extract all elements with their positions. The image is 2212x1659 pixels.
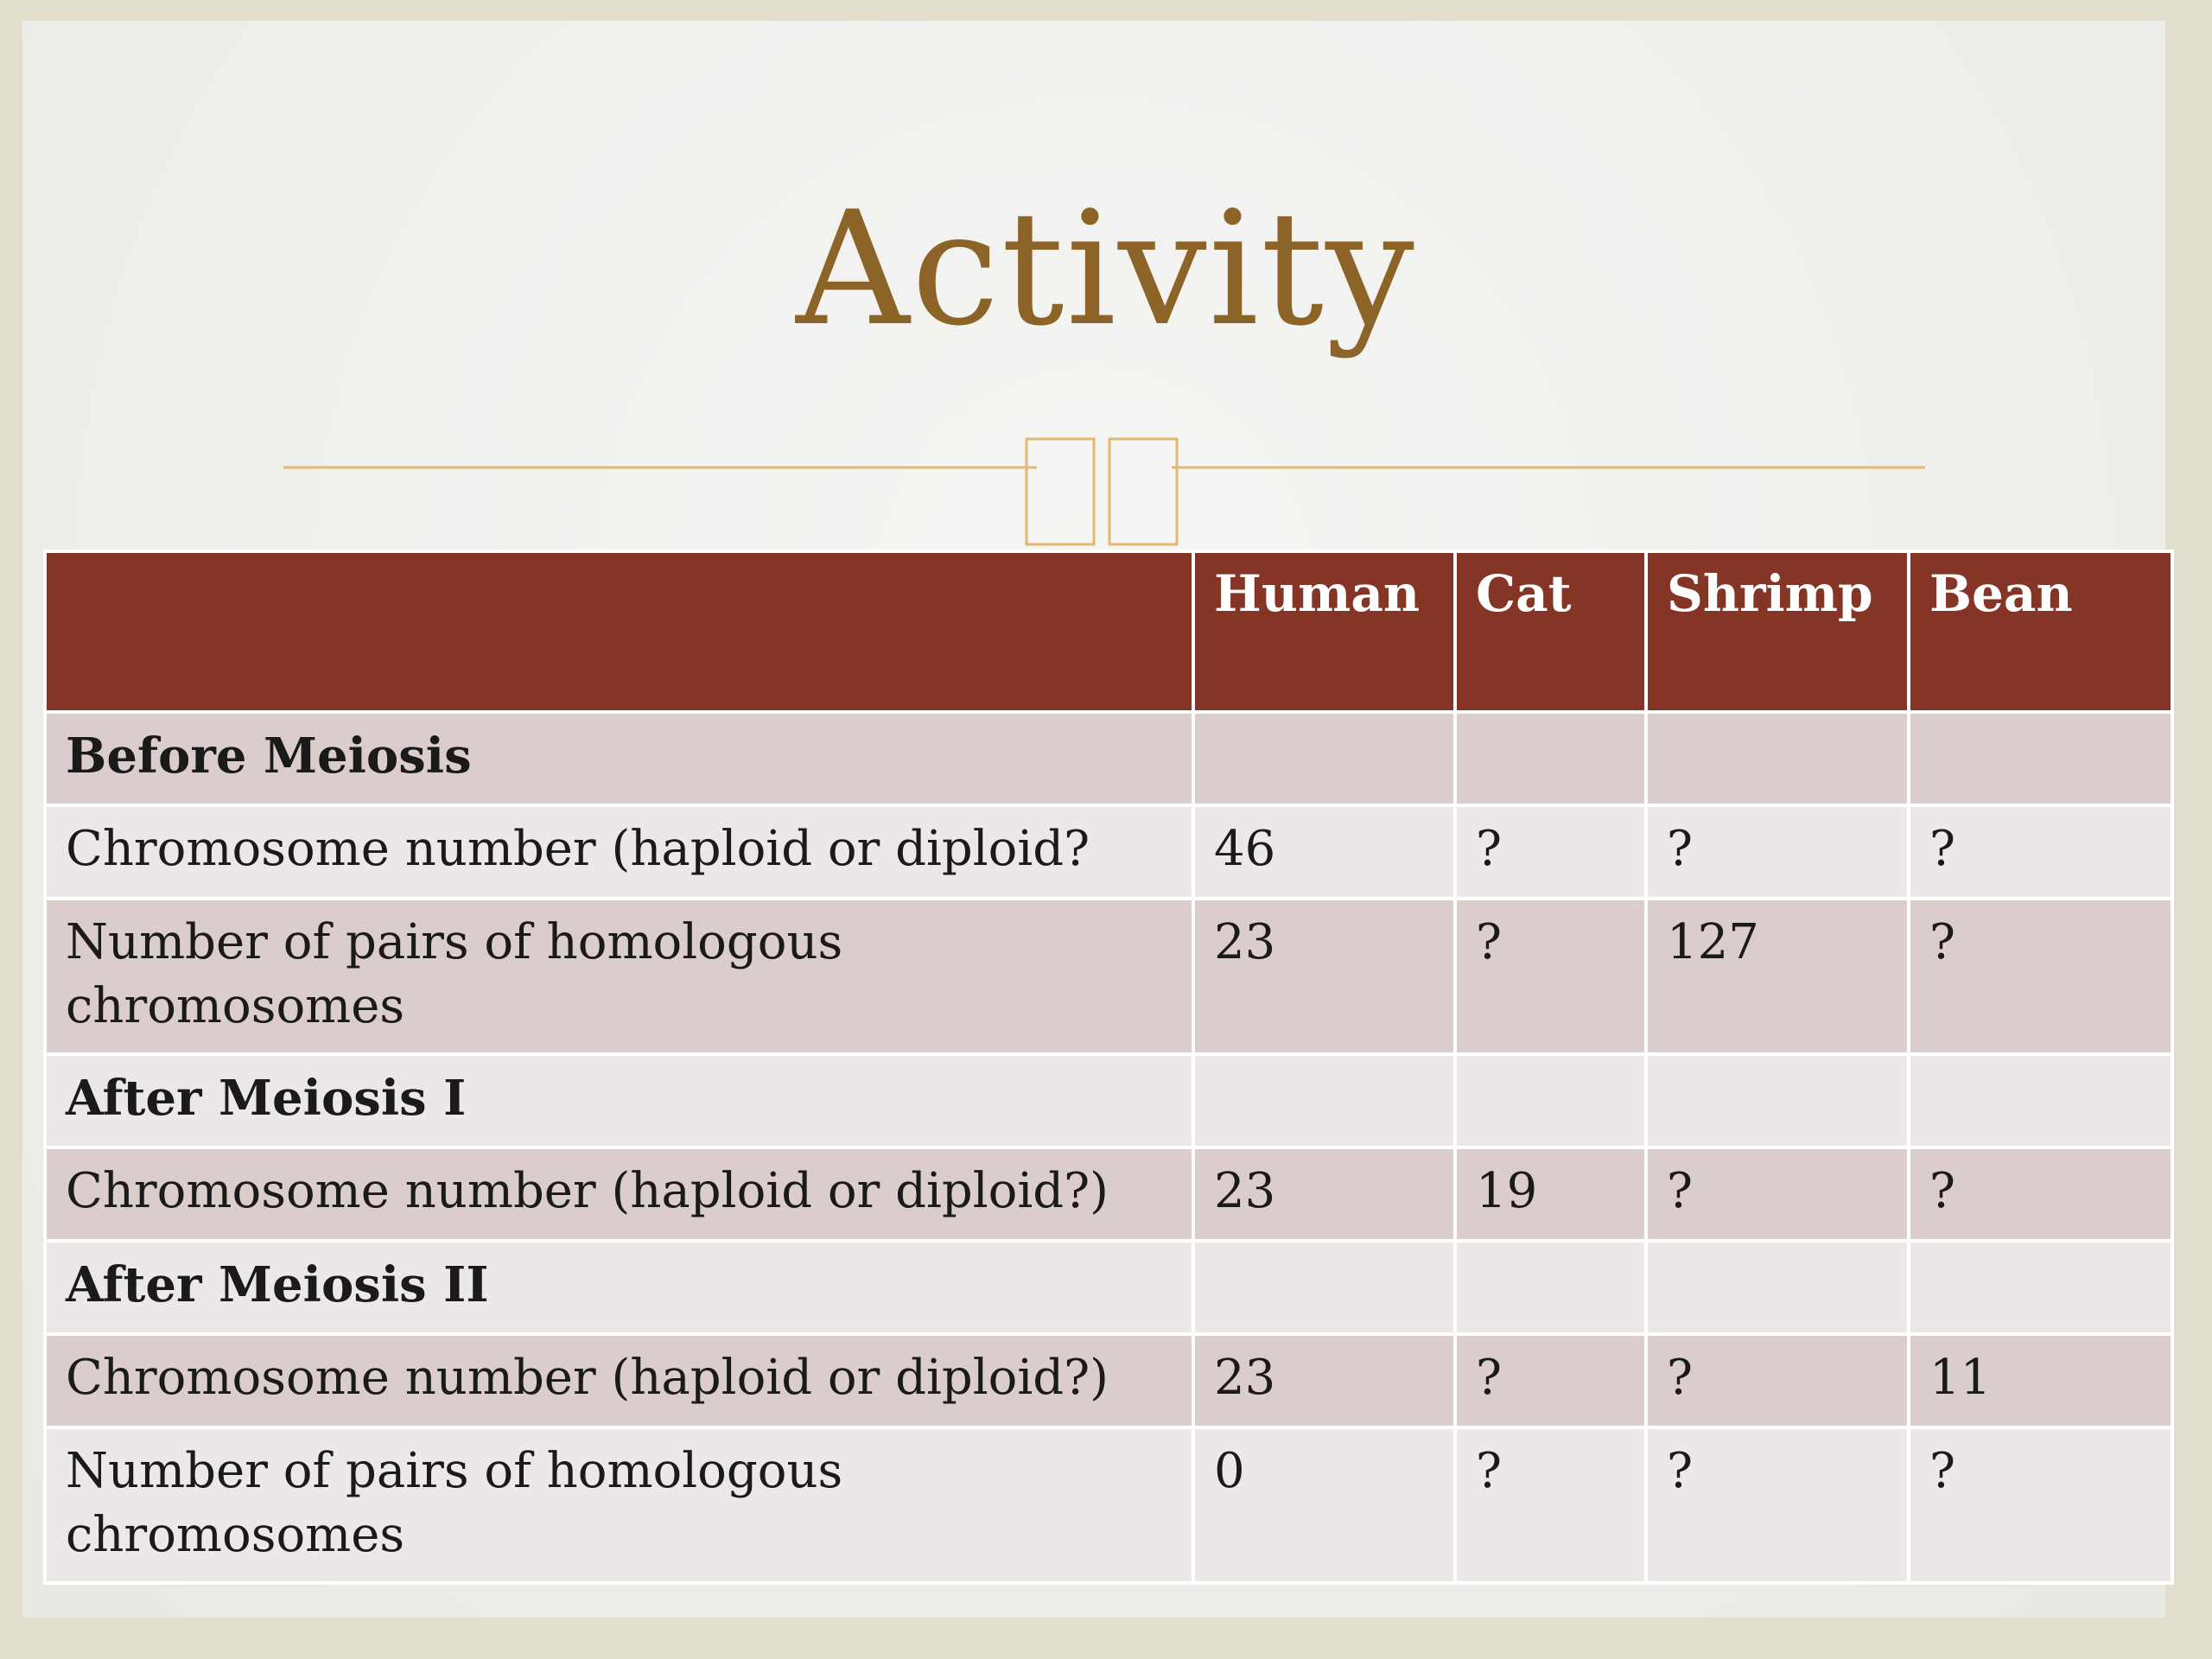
header-cat: Cat [1455,551,1646,712]
table-cell: 127 [1646,899,1909,1054]
row-label: Chromosome number (haploid or diploid? [45,805,1193,899]
table-cell: 23 [1193,899,1455,1054]
slide-title: Activity [796,177,1416,360]
table-cell [1646,1054,1909,1147]
table-cell: ? [1909,1427,2172,1583]
table-cell: ? [1646,1147,1909,1241]
table-row [45,805,2172,899]
header-cell-blank [45,551,1193,712]
table-cell [1455,1241,1646,1334]
table-row [45,1427,2172,1583]
section-label-after-meiosis-2: After Meiosis II [45,1241,1193,1334]
table-cell: ? [1455,899,1646,1054]
table-cell: ? [1909,899,2172,1054]
table-row [45,1241,2172,1334]
table-cell [1193,1241,1455,1334]
table-cell [1455,1054,1646,1147]
table-cell: ? [1455,1334,1646,1427]
table-cell [1646,712,1909,805]
activity-table-container [43,550,2171,1585]
table-cell: ? [1909,1147,2172,1241]
table-cell: ? [1455,805,1646,899]
table-row [45,1054,2172,1147]
table-header-row [45,551,2172,712]
table-cell: 11 [1909,1334,2172,1427]
table-cell [1909,712,2172,805]
table-cell: 19 [1455,1147,1646,1241]
table-cell: 0 [1193,1427,1455,1583]
table-cell [1193,1054,1455,1147]
table-row [45,1334,2172,1427]
table-row [45,712,2172,805]
table-row [45,1147,2172,1241]
table-cell: 23 [1193,1334,1455,1427]
section-label-after-meiosis-1: After Meiosis I [45,1054,1193,1147]
table-cell [1455,712,1646,805]
table-cell: ? [1646,1334,1909,1427]
table-row [45,899,2172,1054]
table-cell: ? [1646,1427,1909,1583]
row-label: Chromosome number (haploid or diploid?) [45,1147,1193,1241]
table-cell: ? [1909,805,2172,899]
table-cell: 23 [1193,1147,1455,1241]
row-label: Chromosome number (haploid or diploid?) [45,1334,1193,1427]
activity-table [43,550,2174,1585]
table-cell [1193,712,1455,805]
section-label-before-meiosis: Before Meiosis [45,712,1193,805]
table-cell [1646,1241,1909,1334]
table-cell [1909,1054,2172,1147]
header-human: Human [1193,551,1455,712]
table-cell: 46 [1193,805,1455,899]
table-cell: ? [1646,805,1909,899]
row-label: Number of pairs of homologous chromosomes [45,1427,1193,1583]
table-cell: ? [1455,1427,1646,1583]
header-bean: Bean [1909,551,2172,712]
table-cell [1909,1241,2172,1334]
row-label: Number of pairs of homologous chromosomes [45,899,1193,1054]
header-shrimp: Shrimp [1646,551,1909,712]
